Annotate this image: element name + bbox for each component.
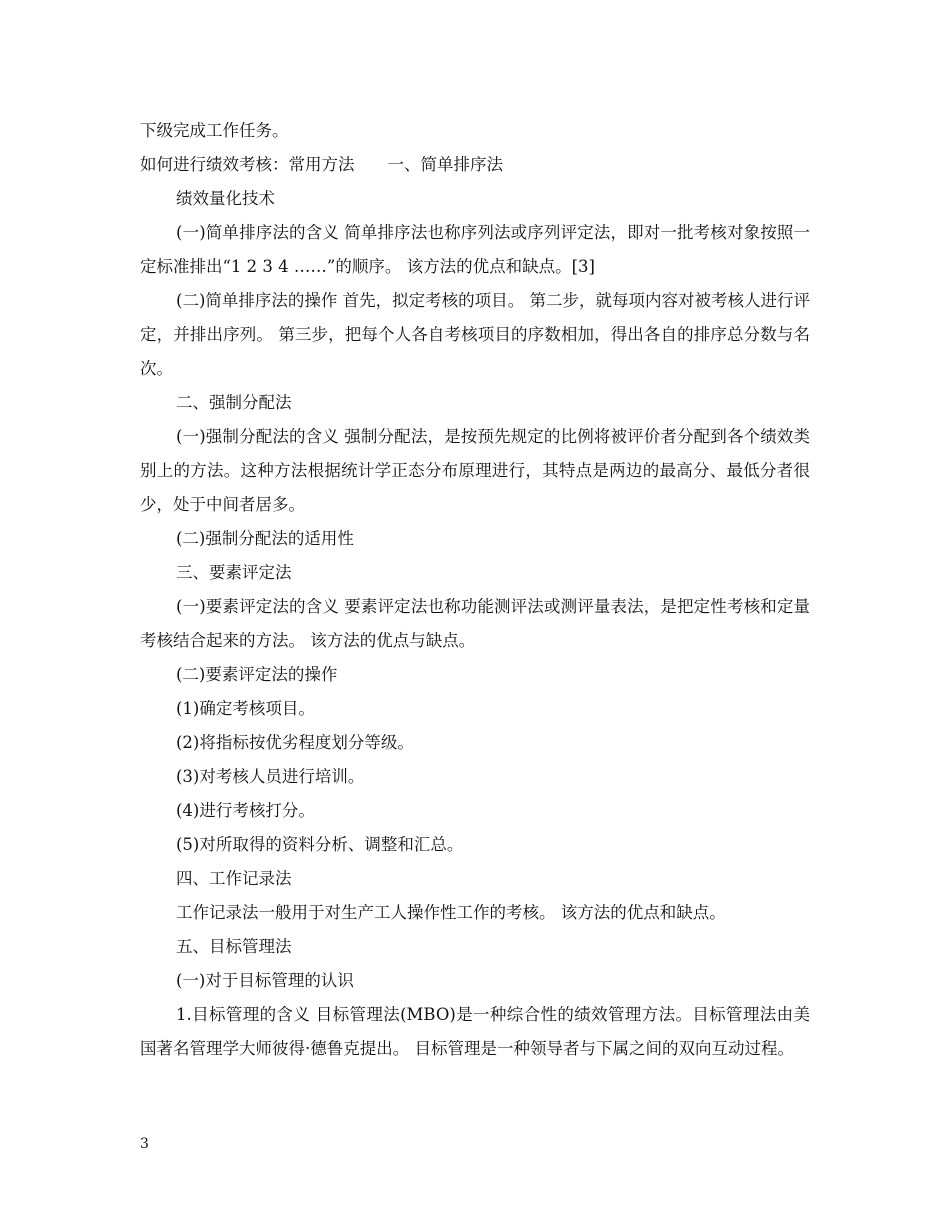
- paragraph: (一)强制分配法的含义 强制分配法，是按预先规定的比例将被评价者分配到各个绩效类别上的方法。这种方法根据统计学正态分布原理进行，其特点是两边的最高分、最低分者很少，处于中间者居多。: [140, 427, 810, 514]
- section-subtitle: 绩效量化技术: [176, 189, 275, 208]
- list-item: (2)将指标按优劣程度划分等级。: [176, 733, 414, 752]
- paragraph: (一)对于目标管理的认识: [176, 971, 354, 990]
- paragraph: 1.目标管理的含义 目标管理法(MBO)是一种综合性的绩效管理方法。目标管理法由美国著名管理学大师彼得·德鲁克提出。 目标管理是一种领导者与下属之间的双向互动过程。: [140, 1005, 810, 1058]
- paragraph: (二)强制分配法的适用性: [176, 529, 354, 548]
- list-item: (5)对所取得的资料分析、调整和汇总。: [176, 835, 464, 854]
- section-heading: 五、目标管理法: [176, 937, 292, 956]
- list-item: (1)确定考核项目。: [176, 699, 315, 718]
- list-item: (4)进行考核打分。: [176, 801, 315, 820]
- paragraph: 如何进行绩效考核：常用方法 一、简单排序法: [140, 155, 503, 174]
- paragraph: 工作记录法一般用于对生产工人操作性工作的考核。 该方法的优点和缺点。: [176, 903, 726, 922]
- paragraph: (二)要素评定法的操作: [176, 665, 338, 684]
- list-item: (3)对考核人员进行培训。: [176, 767, 365, 786]
- section-heading: 二、强制分配法: [176, 393, 292, 412]
- section-heading: 三、要素评定法: [176, 563, 292, 582]
- paragraph: (二)简单排序法的操作 首先，拟定考核的项目。 第二步，就每项内容对被考核人进行评定，并排出序列。 第三步，把每个人各自考核项目的序数相加，得出各自的排序总分数与名次。: [140, 291, 810, 378]
- paragraph: (一)要素评定法的含义 要素评定法也称功能测评法或测评量表法，是把定性考核和定量考核结合起来的方法。 该方法的优点与缺点。: [140, 597, 810, 650]
- section-heading: 四、工作记录法: [176, 869, 292, 888]
- document-body: [140, 114, 810, 1066]
- paragraph: 下级完成工作任务。: [140, 121, 289, 140]
- paragraph: (一)简单排序法的含义 简单排序法也称序列法或序列评定法，即对一批考核对象按照一定标准排出“1 2 3 4 ……”的顺序。 该方法的优点和缺点。[3]: [140, 223, 810, 276]
- page-number: 3: [140, 1136, 149, 1152]
